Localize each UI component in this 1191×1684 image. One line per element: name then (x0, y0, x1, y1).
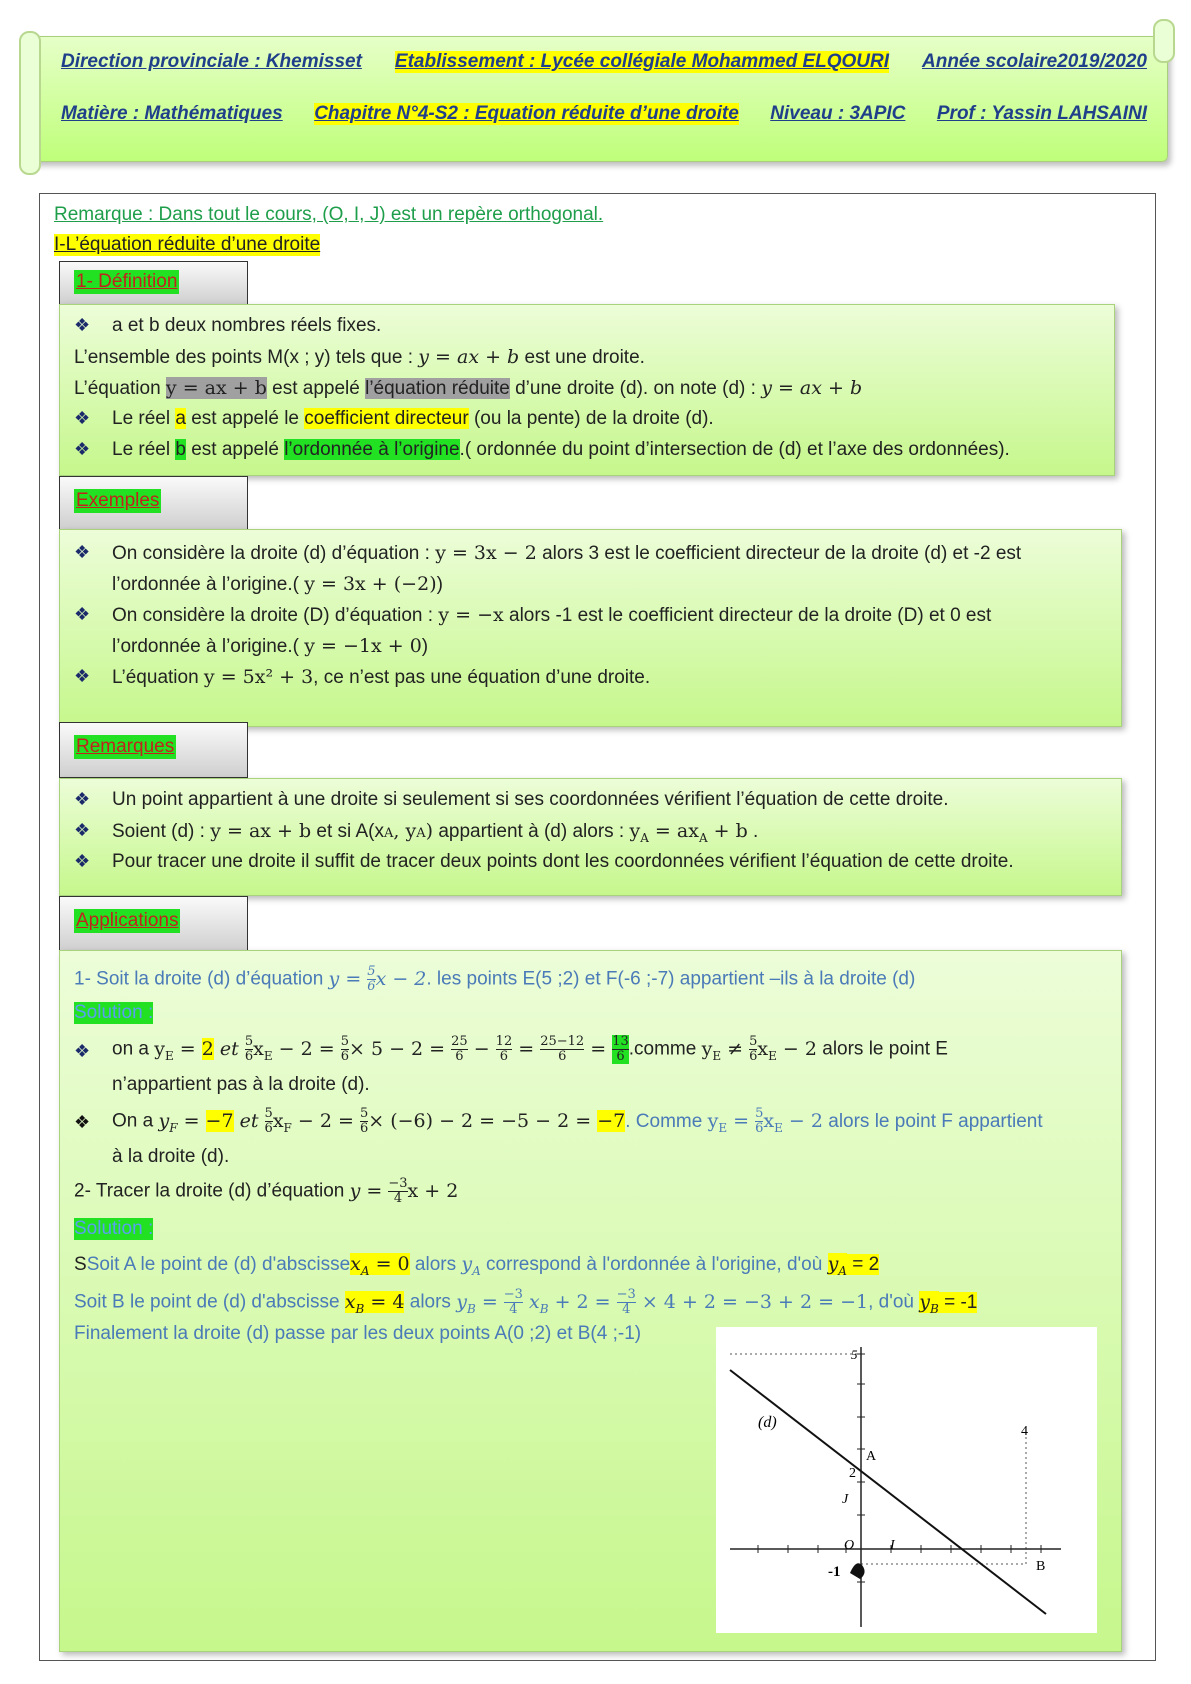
header-direction: Direction provinciale : Khemisset (61, 51, 362, 72)
bullet-icon: ❖ (74, 820, 91, 840)
line-d (730, 1370, 1046, 1614)
bullet-icon: ❖ (74, 604, 91, 624)
bullet-icon: ❖ (74, 666, 91, 686)
app-s2b: à la droite (d). (112, 1146, 230, 1167)
solution-label-2: Solution : (74, 1218, 154, 1239)
label-I: I (890, 1538, 895, 1553)
definition-box (59, 304, 1115, 476)
bullet-icon: ❖ (74, 408, 91, 428)
exemples-box (59, 529, 1122, 727)
tab-remarques-label: Remarques (76, 736, 175, 757)
def-line-5: Le réel b est appelé l’ordonnée à l’origine.( ordonnée du point d’intersection de (d) et l’axe des ordonnées). (112, 439, 1010, 460)
remark-line: Remarque : Dans tout le cours, (O, I, J) est un repère orthogonal. (54, 204, 604, 225)
rem-line-2: Soient (d) : y = ax + b et si A(xA, yA) appartient à (d) alors : $y_A = ax_A + b$ . (112, 820, 759, 845)
tick-label-5: 5 (851, 1347, 858, 1362)
bullet-icon: ❖ (74, 851, 91, 871)
app-s1b: n’appartient pas à la droite (d). (112, 1074, 370, 1095)
ex-line-3: L’équation y = 5x² + 3, ce n’est pas une équation d’une droite. (112, 666, 651, 688)
bullet-icon: ❖ (74, 789, 91, 809)
tab-remarques (59, 722, 248, 778)
app-q1: 1- Soit la droite (d) d’équation y = $\frac{5}{6}$ x − 2. les points E(5 ;2) et F(-6 ;-7) appartient –ils à la droite (d) (74, 964, 916, 994)
solution-label-1: Solution : (74, 1002, 154, 1023)
def-line-1: a et b deux nombres réels fixes. (112, 315, 382, 336)
section-title: I-L’équation réduite d’une droite (54, 234, 321, 255)
def-line-3: L’équation y = ax + b est appelé l’équation réduite d’une droite (d). on note (d) : y = ax + b (74, 377, 863, 399)
app-s2: On a $y_F = -7$ et $\frac{5}{6}$ $x_F - 2$ = $\frac{5}{6}$ × (−6) − 2 = −5 − 2 = −7. Comme $y_E$ = $\frac{5}{6}$ $x_E - 2$ alors le point F appartient (112, 1106, 1043, 1136)
rem-line-1: Un point appartient à une droite si seulement si ses coordonnées vérifient l’équation de cette droite. (112, 789, 949, 810)
def-line-2: L’ensemble des points M(x ; y) tels que : y = ax + b est une droite. (74, 346, 645, 368)
header-etablissement: Etablissement : Lycée collégiale Mohammed ELQOURI (394, 51, 890, 72)
ex-line-2b: l’ordonnée à l’origine.( y = −1x + 0) (112, 635, 429, 657)
bullet-icon: ❖ (74, 542, 91, 562)
app-point-a: SSoit A le point de (d) d'abscissex$_A$ = 0 alors $y_A$ correspond à l'ordonnée à l'origine, d'où $y_A = 2$ (74, 1253, 880, 1278)
app-s1: on a $y_E = 2$ et $\frac{5}{6}$ $x_E - 2$ = $\frac{5}{6}$ × 5 − 2 = $\frac{25}{6}$ − $\frac{12}{6}$ = $\frac{25-12}{6}$ = $\frac{13}{6}$ .comme $y_E$ ≠ $\frac{5}{6}$ $x_E - 2$ alors le point E (112, 1034, 948, 1064)
bullet-icon: ❖ (74, 439, 91, 459)
rem-line-3: Pour tracer une droite il suffit de tracer deux points dont les coordonnées vérifient l’équation de cette droite. (112, 851, 1014, 872)
bullet-icon: ❖ (74, 1112, 91, 1132)
app-point-b: Soit B le point de (d) d'abscisse $x_B = 4$ alors $y_B$ = $\frac{-3}{4}$ $x_B + 2$ = $\frac{-3}{4}$ × 4 + 2 = −3 + 2 = −1, d'où $y_B = -1$ (74, 1287, 978, 1317)
bullet-icon: ❖ (74, 315, 91, 335)
tick-label-minus-1: -1 (828, 1564, 841, 1580)
bullet-icon: ❖ (74, 1041, 91, 1061)
tick-label-2: 2 (849, 1466, 856, 1481)
header-chapitre: Chapitre N°4-S2 : Equation réduite d’une droite (314, 103, 739, 124)
tab-definition (59, 261, 248, 305)
header-banner (26, 36, 1168, 162)
label-B: B (1036, 1559, 1046, 1574)
header-matiere: Matière : Mathématiques (61, 103, 283, 124)
label-d: (d) (758, 1414, 777, 1431)
tick-label-4: 4 (1021, 1424, 1028, 1439)
tab-applications-label: Applications (76, 910, 179, 931)
ex-line-1b: l’ordonnée à l’origine.( y = 3x + (−2)) (112, 573, 443, 595)
app-conclusion: Finalement la droite (d) passe par les deux points A(0 ;2) et B(4 ;-1) (74, 1323, 642, 1344)
header-niveau: Niveau : 3APIC (770, 103, 906, 124)
tab-applications (59, 896, 248, 952)
marker-shape (850, 1563, 865, 1579)
def-line-4: Le réel a est appelé le coefficient directeur (ou la pente) de la droite (d). (112, 408, 714, 429)
ex-line-2: On considère la droite (D) d’équation : y = −x alors -1 est le coefficient directeur de la droite (D) et 0 est (112, 604, 992, 626)
header-prof: Prof : Yassin LAHSAINI (936, 103, 1147, 124)
label-A: A (866, 1449, 877, 1464)
graph-svg (716, 1327, 1097, 1633)
line-graph (716, 1327, 1097, 1633)
ex-line-1: On considère la droite (d) d’équation : y = 3x − 2 alors 3 est le coefficient directeur de la droite (d) et -2 est (112, 542, 1022, 564)
app-q2: 2- Tracer la droite (d) d’équation y = $\frac{-3}{4}$ x + 2 (74, 1176, 459, 1206)
header-annee: Année scolaire2019/2020 (922, 51, 1147, 72)
tab-exemples-label: Exemples (76, 490, 160, 511)
label-J: J (842, 1492, 849, 1507)
tab-definition-label: 1- Définition (76, 271, 178, 292)
tab-exemples (59, 476, 248, 530)
label-O: O (844, 1538, 855, 1553)
remarques-box (59, 778, 1122, 896)
